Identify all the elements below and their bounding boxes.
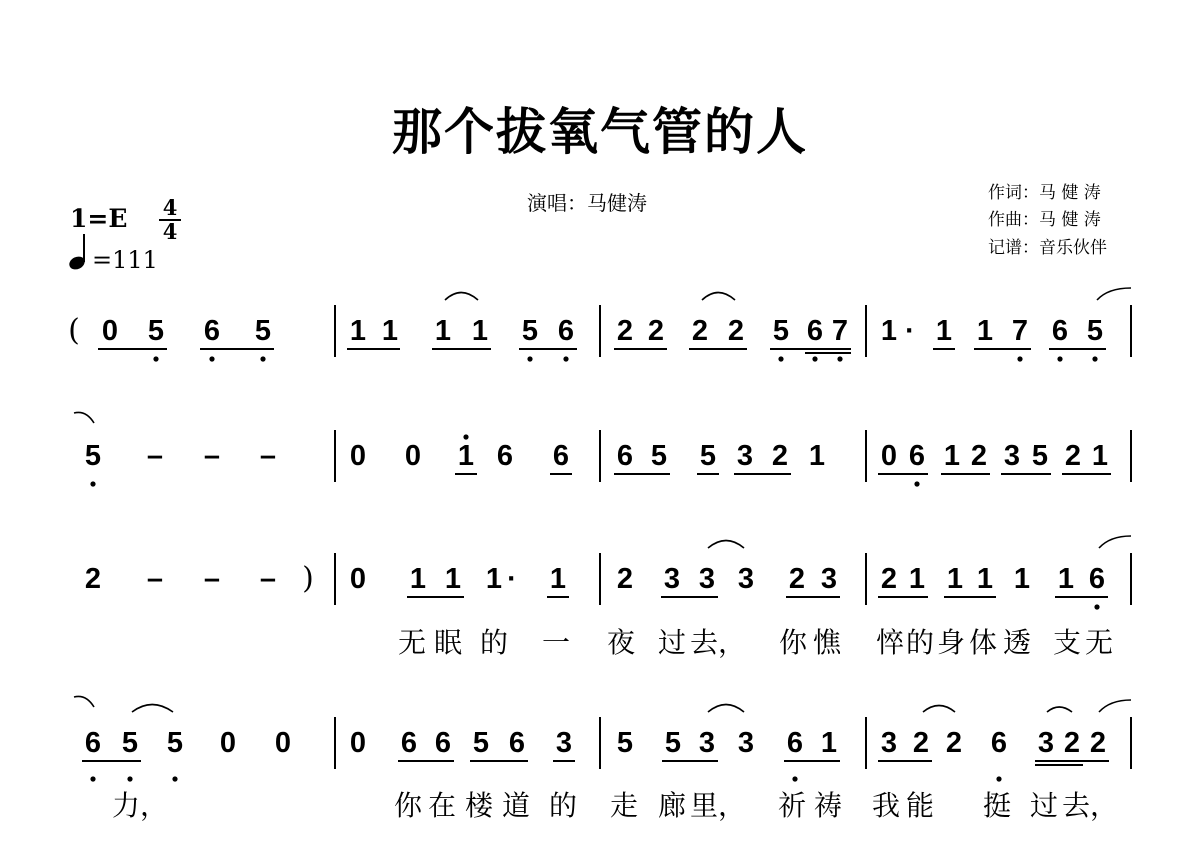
note-numeral: 3 (555, 727, 573, 759)
note-numeral: 0 (880, 440, 898, 472)
note-numeral: 2 (727, 315, 745, 347)
lyric-syllable: 透 (1002, 626, 1032, 659)
transcriber-credit: 记谱：音乐伙伴 (988, 238, 1107, 258)
note-numeral: 6 (84, 727, 102, 759)
lyric-syllable: 我 (871, 789, 901, 822)
lyric-syllable: 去， (1061, 789, 1119, 822)
note-numeral: 6 (557, 315, 575, 347)
note-numeral: 1 (1091, 440, 1109, 472)
note-numeral: 5 (650, 440, 668, 472)
lyric-syllable: 廊 (657, 789, 687, 822)
barlines (335, 305, 1131, 769)
note-numeral: 6 (1051, 315, 1069, 347)
octave-down-dot (90, 776, 95, 781)
note-numeral: 3 (737, 563, 755, 595)
time-signature-top: 4 (162, 195, 178, 220)
note-numeral: 2 (1063, 727, 1081, 759)
octave-down-dot (1092, 356, 1097, 361)
lyric-syllable: 憔 (812, 626, 842, 659)
note-numeral: 5 (472, 727, 490, 759)
note-numeral: 1 (976, 563, 994, 595)
repeat-parenthesis: ( (68, 313, 80, 348)
octave-down-dot (153, 356, 158, 361)
octave-down-dot (812, 356, 817, 361)
lyric-syllable: 挺 (982, 789, 1012, 822)
note-numeral: 2 (84, 563, 102, 595)
note-numeral: 6 (552, 440, 570, 472)
note-numeral: 5 (1086, 315, 1104, 347)
lyric-syllable: 的 (548, 789, 578, 822)
note-numeral: – (203, 440, 221, 472)
note-numeral: 0 (404, 440, 422, 472)
octave-down-dot (778, 356, 783, 361)
note-numeral: 7 (831, 315, 849, 347)
lyric-syllable: 体 (968, 626, 998, 659)
key-signature: 1=E (70, 204, 128, 233)
octave-down-dot (90, 481, 95, 486)
note-numeral: 2 (771, 440, 789, 472)
note-numeral: 5 (699, 440, 717, 472)
note-numeral: 2 (912, 727, 930, 759)
note-numeral: · (507, 563, 517, 595)
note-numeral: 2 (970, 440, 988, 472)
note-numeral: 3 (880, 727, 898, 759)
note-numeral: 1 (485, 563, 503, 595)
lyric-syllable: 你 (393, 789, 423, 822)
note-numeral: 5 (121, 727, 139, 759)
note-numeral: 7 (1011, 315, 1029, 347)
lyric-syllable: 无 (1084, 626, 1114, 659)
note-numeral: 1 (444, 563, 462, 595)
note-numeral: 1 (880, 315, 898, 347)
octave-up-dot (463, 434, 468, 439)
lyric-syllable: 祷 (813, 789, 843, 822)
note-numeral: 0 (219, 727, 237, 759)
octave-down-dot (127, 776, 132, 781)
lyric-syllable: 祈 (777, 789, 807, 822)
lyric-syllable: 悴 (875, 626, 905, 659)
note-numeral: 6 (203, 315, 221, 347)
note-numeral: 1 (943, 440, 961, 472)
note-numeral: 1 (471, 315, 489, 347)
note-numeral: 1 (434, 315, 452, 347)
ties (74, 288, 1131, 712)
note-numeral: 1 (908, 563, 926, 595)
note-numeral: 6 (508, 727, 526, 759)
note-numeral: 1 (976, 315, 994, 347)
note-numeral: 6 (806, 315, 824, 347)
note-numeral: 1 (1057, 563, 1075, 595)
octave-down-dot (837, 356, 842, 361)
note-numeral: 2 (880, 563, 898, 595)
octave-down-dot (260, 356, 265, 361)
note-numeral: 6 (908, 440, 926, 472)
note-numeral: 5 (616, 727, 634, 759)
note-numeral: 5 (521, 315, 539, 347)
octave-down-dot (209, 356, 214, 361)
note-numeral: 5 (664, 727, 682, 759)
octave-down-dot (563, 356, 568, 361)
lyric-syllable: 楼 (464, 789, 494, 822)
note-numeral: 0 (274, 727, 292, 759)
note-numeral: 2 (647, 315, 665, 347)
beams (82, 349, 1114, 765)
note-numeral: 5 (254, 315, 272, 347)
note-numeral: – (146, 563, 164, 595)
note-numeral: 1 (409, 563, 427, 595)
note-numeral: · (905, 315, 915, 347)
octave-down-dot (914, 481, 919, 486)
lyric-syllable: 道 (501, 789, 531, 822)
note-numeral: 1 (1013, 563, 1031, 595)
note-numeral: 5 (1031, 440, 1049, 472)
lyricist-credit: 作词：马 健 涛 (988, 183, 1101, 203)
note-numeral: 1 (349, 315, 367, 347)
note-numeral: 2 (616, 315, 634, 347)
time-signature-bottom: 4 (162, 219, 178, 244)
note-numeral: 1 (457, 440, 475, 472)
note-numeral: 2 (945, 727, 963, 759)
octave-down-dot (1017, 356, 1022, 361)
note-numeral: 3 (737, 727, 755, 759)
lyric-syllable: 在 (427, 789, 457, 822)
octave-down-dot (996, 776, 1001, 781)
repeat-parenthesis: ) (302, 561, 314, 596)
note-numeral: 3 (1037, 727, 1055, 759)
composer-credit: 作曲：马 健 涛 (988, 210, 1101, 230)
lyric-syllable: 过 (1029, 789, 1059, 822)
note-numeral: 1 (820, 727, 838, 759)
note-numeral: 6 (990, 727, 1008, 759)
note-numeral: 5 (147, 315, 165, 347)
note-numeral: – (146, 440, 164, 472)
note-numeral: 2 (616, 563, 634, 595)
note-numeral: 1 (381, 315, 399, 347)
tempo-marking: =111 (92, 246, 158, 274)
note-numeral: 1 (946, 563, 964, 595)
note-numeral: 3 (1003, 440, 1021, 472)
note-numeral: – (259, 563, 277, 595)
note-numeral: 0 (349, 727, 367, 759)
note-numeral: 0 (349, 440, 367, 472)
lyric-syllable: 走 (609, 789, 639, 822)
note-numeral: 3 (736, 440, 754, 472)
lyric-syllable: 去， (689, 626, 747, 659)
song-title: 那个拔氧气管的人 (392, 102, 808, 161)
octave-down-dot (792, 776, 797, 781)
note-numeral: 6 (1088, 563, 1106, 595)
lyric-syllable: 力， (111, 789, 169, 822)
note-numeral: 6 (786, 727, 804, 759)
lyric-syllable: 你 (778, 626, 808, 659)
note-numeral: 6 (400, 727, 418, 759)
lyric-syllable: 无 (397, 626, 427, 659)
note-numeral: 0 (101, 315, 119, 347)
note-numeral: – (259, 440, 277, 472)
lyric-syllable: 能 (905, 789, 935, 822)
note-numeral: 1 (935, 315, 953, 347)
lyric-syllable: 夜 (606, 626, 636, 659)
note-numeral: 3 (698, 727, 716, 759)
lyric-syllable: 过 (657, 626, 687, 659)
note-numeral: 5 (84, 440, 102, 472)
note-numeral: 5 (772, 315, 790, 347)
lyric-syllable: 支 (1052, 626, 1082, 659)
note-numeral: 5 (166, 727, 184, 759)
octave-down-dot (172, 776, 177, 781)
note-numeral: 2 (1089, 727, 1107, 759)
note-numeral: 6 (434, 727, 452, 759)
note-numeral: – (203, 563, 221, 595)
note-numeral: 3 (698, 563, 716, 595)
singer-credit: 演唱：马健涛 (527, 191, 647, 215)
note-numeral: 3 (820, 563, 838, 595)
lyric-syllable: 眠 (433, 626, 463, 659)
note-numeral: 2 (691, 315, 709, 347)
octave-down-dot (527, 356, 532, 361)
octave-down-dot (1057, 356, 1062, 361)
note-numeral: 2 (1064, 440, 1082, 472)
lyric-syllable: 里， (689, 789, 747, 822)
note-numeral: 6 (616, 440, 634, 472)
note-numeral: 0 (349, 563, 367, 595)
lyric-syllable: 身 (936, 626, 966, 659)
octave-down-dot (1094, 604, 1099, 609)
note-numeral: 6 (496, 440, 514, 472)
lyric-syllable: 的 (479, 626, 509, 659)
lyric-syllable: 一 (541, 626, 571, 659)
lyric-syllable: 的 (905, 626, 935, 659)
note-numeral: 3 (663, 563, 681, 595)
note-numeral: 1 (549, 563, 567, 595)
note-numeral: 2 (788, 563, 806, 595)
note-numeral: 1 (808, 440, 826, 472)
